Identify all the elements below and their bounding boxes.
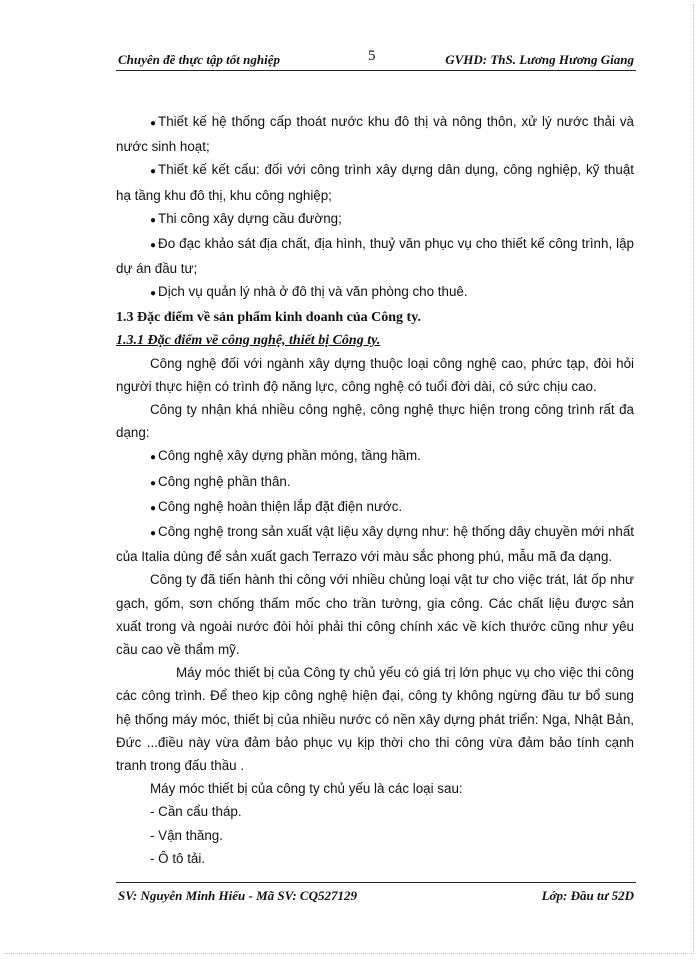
bullet-icon: ● <box>150 118 157 129</box>
bullet-text: Thi công xây dựng cầu đường; <box>158 210 342 226</box>
bullet-text: Dịch vụ quản lý nhà ở đô thị và văn phòng cho thuê. <box>158 284 468 300</box>
bullet-icon: ● <box>150 452 157 464</box>
page-header <box>116 50 636 71</box>
bullet-item <box>116 470 634 495</box>
page-footer <box>116 882 636 907</box>
bullet-icon: ● <box>150 502 157 514</box>
bullet-item <box>116 232 634 280</box>
footer-class: Lớp: Đầu tư 52D <box>541 888 634 903</box>
bullet-icon: ● <box>150 214 157 226</box>
bullet-text: Thiết kế hệ thống cấp thoát nước khu đô thị và nông thôn, xử lý nước thải và nước sinh hoạt; <box>116 114 634 155</box>
bullet-item <box>116 110 634 158</box>
bullet-icon: ● <box>150 166 157 178</box>
bullet-text: Đo đạc khảo sát địa chất, địa hình, thuỷ văn phục vụ cho thiết kế công trình, lập dự án đầu tư; <box>116 236 634 277</box>
list-item: - Cần cẩu tháp. <box>150 804 242 820</box>
paragraph: Công nghệ đối với ngành xây dựng thuộc loại công nghệ cao, phức tạp, đòi hỏi người thực hiện có trình độ năng lực, công nghệ có tuổi đời dài, có sức chịu cao. <box>116 355 634 394</box>
list-item: - Ô tô tải. <box>150 850 206 866</box>
bullet-icon: ● <box>150 528 157 540</box>
paragraph: Máy móc thiết bị của công ty chủ yếu là các loại sau: <box>150 781 463 797</box>
bullet-item <box>116 444 634 469</box>
paragraph: Công ty đã tiến hành thi công với nhiều chủng loại vật tư cho việc trát, lát ốp như gạch, gốm, sơn chống thấm mốc cho trần tường, gia công. Các chất liệu được sản xuất trong và ngoài nước đòi hỏi phải thi công chính xác về kích thước cũng như yêu cầu cao về thẩm mỹ. <box>116 572 634 658</box>
bullet-icon: ● <box>150 240 157 252</box>
document-body <box>116 110 634 870</box>
bullet-item <box>116 158 634 206</box>
bullet-text: Thiết kế kết cấu: đối với công trình xây dựng dân dụng, công nghiệp, kỹ thuật hạ tầng khu đô thị, khu công nghiệp; <box>116 162 634 203</box>
paragraph: Máy móc thiết bị của Công ty chủ yếu có giá trị lớn phục vụ cho việc thi công các công trình. Để theo kịp công nghệ hiện đại, công ty không ngừng đầu tư bổ sung hệ thống máy móc, thiết bị của nhiều nước có nền xây dựng phát triển: Nga, Nhật Bản, Đức ...điều này vừa đảm bảo phục vụ kịp thời cho thi công vừa đảm bảo tính cạnh tranh trong đấu thầu . <box>116 665 634 774</box>
bullet-icon: ● <box>150 477 157 489</box>
paragraph: Công ty nhận khá nhiều công nghệ, công nghệ thực hiện trong công trình rất đa dạng: <box>116 402 634 441</box>
bullet-text: Công nghệ hoàn thiện lắp đặt điện nước. <box>158 498 403 514</box>
bullet-text: Công nghệ xây dựng phần móng, tầng hầm. <box>158 448 421 464</box>
page-number: 5 <box>368 48 376 64</box>
bullet-item <box>116 280 634 305</box>
subsection-heading: 1.3.1 Đặc điểm về công nghệ, thiết bị Công ty. <box>116 332 381 348</box>
bullet-item <box>116 520 634 568</box>
bullet-icon: ● <box>150 288 157 300</box>
bullet-text: Công nghệ trong sản xuất vật liệu xây dựng như: hệ thống dây chuyền mới nhất của Italia dùng để sản xuất gach Terrazo với màu sắc phong phú, mẫu mã đa dạng. <box>116 524 634 565</box>
footer-student: SV: Nguyễn Minh Hiếu - Mã SV: CQ527129 <box>118 888 357 903</box>
section-heading: 1.3 Đặc điểm về sản phẩm kinh doanh của Công ty. <box>116 309 421 325</box>
bullet-item <box>116 207 634 232</box>
header-title: Chuyên đề thực tập tốt nghiệp <box>118 52 280 67</box>
list-item: - Vận thăng. <box>150 827 223 843</box>
header-advisor: GVHD: ThS. Lương Hương Giang <box>445 52 634 67</box>
bullet-item <box>116 495 634 520</box>
bullet-text: Công nghệ phần thân. <box>158 473 291 489</box>
